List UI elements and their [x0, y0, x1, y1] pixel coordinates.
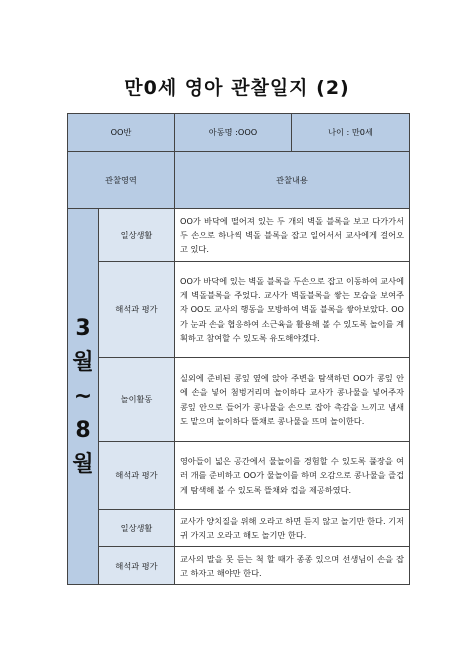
header-observation-area: 관찰영역	[68, 152, 175, 209]
row-category: 해석과 평가	[99, 547, 175, 585]
row-category: 해석과 평가	[99, 262, 175, 358]
row-content: OO가 바닥에 있는 벽돌 블록을 두손으로 잡고 이동하여 교사에게 벽돌블록을 주었다. 교사가 벽돌블록을 쌓는 모습을 보여주자 OO도 교사의 행동을 모방하여 벽돌 블록을 쌓아보았다. OO가 눈과 손을 협응하여 소근육을 활용해 볼 수 있도록 놀이를 계획하고 참여할 수 있도록 유도해야겠다.	[175, 262, 410, 358]
class-name-cell: OO반	[68, 114, 175, 152]
period-end-month: 8	[75, 417, 91, 443]
page-title: 만0세 영아 관찰일지 (2)	[124, 77, 350, 99]
header-observation-content: 관찰내용	[175, 152, 410, 209]
period-tilde: ~	[73, 383, 93, 409]
age-cell: 나이 : 만0세	[292, 114, 410, 152]
period-end-unit: 월	[72, 451, 94, 477]
row-category: 일상생활	[99, 209, 175, 262]
row-content: OO가 바닥에 떨어져 있는 두 개의 벽돌 블록을 보고 다가가서 두 손으로 하나씩 벽돌 블록을 잡고 일어서서 교사에게 걸어오고 있다.	[175, 209, 410, 262]
row-content: 영아들이 넓은 공간에서 물놀이를 경험할 수 있도록 풀장을 여러 개를 준비하고 OO가 물놀이를 하며 오감으로 콩나물을 즐겁게 탐색해 볼 수 있도록 뜰채와 컵을 제공하였다.	[175, 442, 410, 510]
observation-table	[67, 113, 410, 585]
row-category: 해석과 평가	[99, 442, 175, 510]
period-start-unit: 월	[72, 349, 94, 375]
period-start-month: 3	[75, 315, 91, 341]
row-content: 교사가 양치질을 위해 오라고 하면 듣지 않고 놀기만 한다. 기저귀 가지고 오라고 해도 놀기만 한다.	[175, 510, 410, 547]
period-cell	[68, 209, 99, 585]
child-name-cell: 아동명 :OOO	[175, 114, 292, 152]
row-category: 일상생활	[99, 510, 175, 547]
row-content: 실외에 준비된 콩잎 옆에 앉아 주변을 탐색하던 OO가 콩잎 안에 손을 넣어 첨벙거리며 놀이하다 교사가 콩나물을 넣어주자 콩잎 안으로 들어가 콩나물을 손으로 잡아 촉감을 느끼고 냄새도 맡으며 놀이하다 뜰채로 콩나물을 뜨며 놀이한다.	[175, 358, 410, 442]
row-category: 놀이활동	[99, 358, 175, 442]
row-content: 교사의 말을 못 듣는 척 할 때가 종종 있으며 선생님이 손을 잡고 하자고 해야만 한다.	[175, 547, 410, 585]
